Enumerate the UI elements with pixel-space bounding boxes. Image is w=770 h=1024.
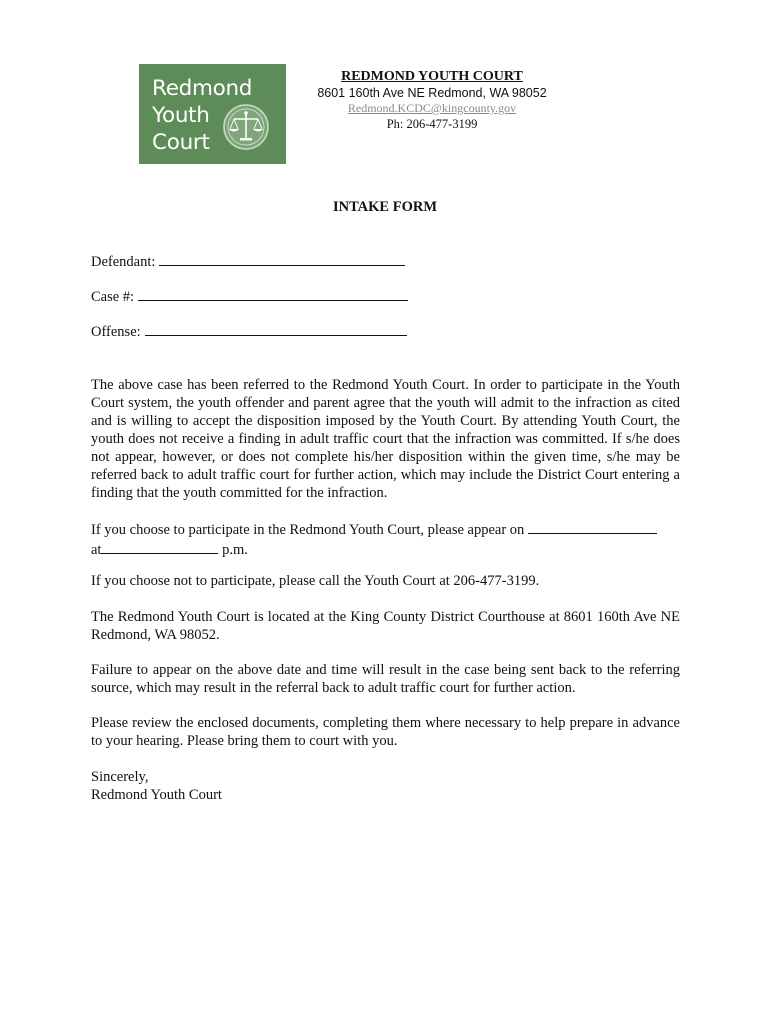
appearance-time-blank[interactable]: [101, 539, 218, 554]
case-number-label: Case #:: [91, 289, 135, 305]
location-paragraph: The Redmond Youth Court is located at the King County District Courthouse at 8601 160th Ave NE Redmond, WA 98052.: [91, 609, 680, 643]
closing-block: [91, 768, 680, 804]
logo-word-court: Court: [152, 130, 210, 155]
appearance-at-text: at: [91, 542, 102, 558]
appearance-date-blank[interactable]: [528, 519, 657, 534]
appearance-text: If you choose to participate in the Redmond Youth Court, please appear on: [91, 522, 525, 538]
closing-signature: Redmond Youth Court: [91, 787, 222, 803]
logo-word-youth: Youth: [152, 103, 210, 128]
defendant-blank-line[interactable]: [159, 251, 405, 266]
case-number-field: [91, 286, 408, 306]
appearance-pm-text: p.m.: [218, 542, 248, 558]
failure-paragraph: Failure to appear on the above date and time will result in the case being sent back to the referring source, which may result in the referral back to adult traffic court for further action.: [91, 662, 680, 696]
logo-word-redmond: Redmond: [152, 76, 253, 101]
court-logo: [139, 64, 286, 164]
referral-paragraph: The above case has been referred to the Redmond Youth Court. In order to participate in the Youth Court system, the youth offender and parent agree that the youth will admit to the infraction as cited and is willing to accept the disposition imposed by the Youth Court. By attending Youth Court, the youth does not receive a finding in adult traffic court that the infraction was committed. If s/he does not appear, however, or does not complete his/her disposition within the given time, s/he may be referred back to adult traffic court for further action, which may include the District Court entering a finding that the youth committed for the infraction.: [91, 377, 680, 501]
scales-of-justice-icon: [221, 102, 271, 152]
case-number-blank-line[interactable]: [138, 286, 408, 301]
court-email-link[interactable]: Redmond.KCDC@kingcounty.gov: [347, 101, 517, 115]
court-name-heading: REDMOND YOUTH COURT: [341, 69, 523, 84]
review-paragraph: Please review the enclosed documents, completing them where necessary to help prepare in advance to your hearing. Please bring them to court with you.: [91, 715, 680, 749]
defendant-field: [91, 251, 405, 271]
closing-salutation: Sincerely,: [91, 769, 149, 785]
appearance-paragraph: [91, 519, 680, 559]
decline-paragraph: If you choose not to participate, please call the Youth Court at 206-477-3199.: [91, 573, 540, 589]
court-address: 8601 160th Ave NE Redmond, WA 98052: [317, 86, 547, 100]
offense-field: [91, 321, 407, 341]
offense-label: Offense:: [91, 324, 141, 340]
form-title: INTAKE FORM: [332, 199, 438, 215]
offense-blank-line[interactable]: [145, 321, 407, 336]
defendant-label: Defendant:: [91, 254, 156, 270]
court-phone: Ph: 206-477-3199: [386, 117, 478, 131]
